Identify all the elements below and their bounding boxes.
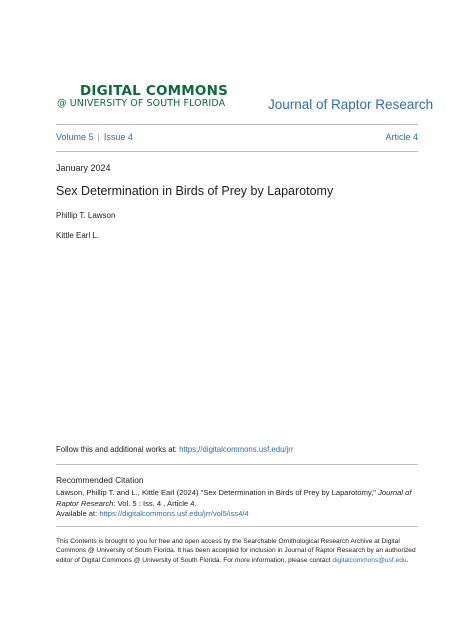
citation-journal: Journal of Raptor Research <box>56 488 412 508</box>
volume-link[interactable]: Volume 5 <box>56 132 94 142</box>
journal-title-link[interactable]: Journal of Raptor Research <box>268 97 434 112</box>
follow-link[interactable]: https://digitalcommons.usf.edu/jrr <box>179 445 294 454</box>
author-name: Kittle Earl L. <box>56 231 100 240</box>
top-divider <box>56 124 418 125</box>
citation-text <box>56 488 420 509</box>
issue-link[interactable]: Issue 4 <box>103 132 133 142</box>
contact-email-link[interactable]: digitalcommons@usf.edu <box>332 556 407 564</box>
access-notice <box>56 537 422 565</box>
issue-divider <box>56 151 418 152</box>
availability-link[interactable]: https://digitalcommons.usf.edu/jrr/vol5/iss4/4 <box>99 509 249 518</box>
citation-text-start: Lawson, Phillip T. and L., Kittle Earl (2024) "Sex Determination in Birds of Prey by Laparotomy," <box>56 488 379 497</box>
notice-divider <box>56 526 418 527</box>
publication-date: January 2024 <box>56 163 111 173</box>
availability-prefix: Available at: <box>56 509 100 518</box>
notice-suffix: . <box>406 556 409 564</box>
citation-heading: Recommended Citation <box>56 475 144 485</box>
availability-line <box>56 509 249 518</box>
author-name: Phillip T. Lawson <box>56 211 116 220</box>
follow-line <box>56 445 294 454</box>
issue-breadcrumb <box>56 132 133 142</box>
article-title: Sex Determination in Birds of Prey by Laparotomy <box>56 184 334 198</box>
article-number-link[interactable]: Article 4 <box>385 132 418 142</box>
citation-text-end: : Vol. 5 : Iss. 4 , Article 4. <box>113 498 197 508</box>
digital-commons-logo: DIGITAL COMMONS <box>80 83 228 99</box>
follow-prefix: Follow this and additional works at: <box>56 445 180 454</box>
citation-divider <box>56 464 418 465</box>
breadcrumb-separator: | <box>97 132 100 142</box>
logo-subtitle: @ UNIVERSITY OF SOUTH FLORIDA <box>57 98 226 109</box>
notice-text: This Contents is brought to you for free and open access by the Searchable Ornithological Research Archive at Digital Commons @ University of South Florida. It has been accepted for inclusion in Journal of Raptor Research by an authorized editor of Digital Commons @ University of South Florida. For more information, please contact <box>56 538 416 564</box>
